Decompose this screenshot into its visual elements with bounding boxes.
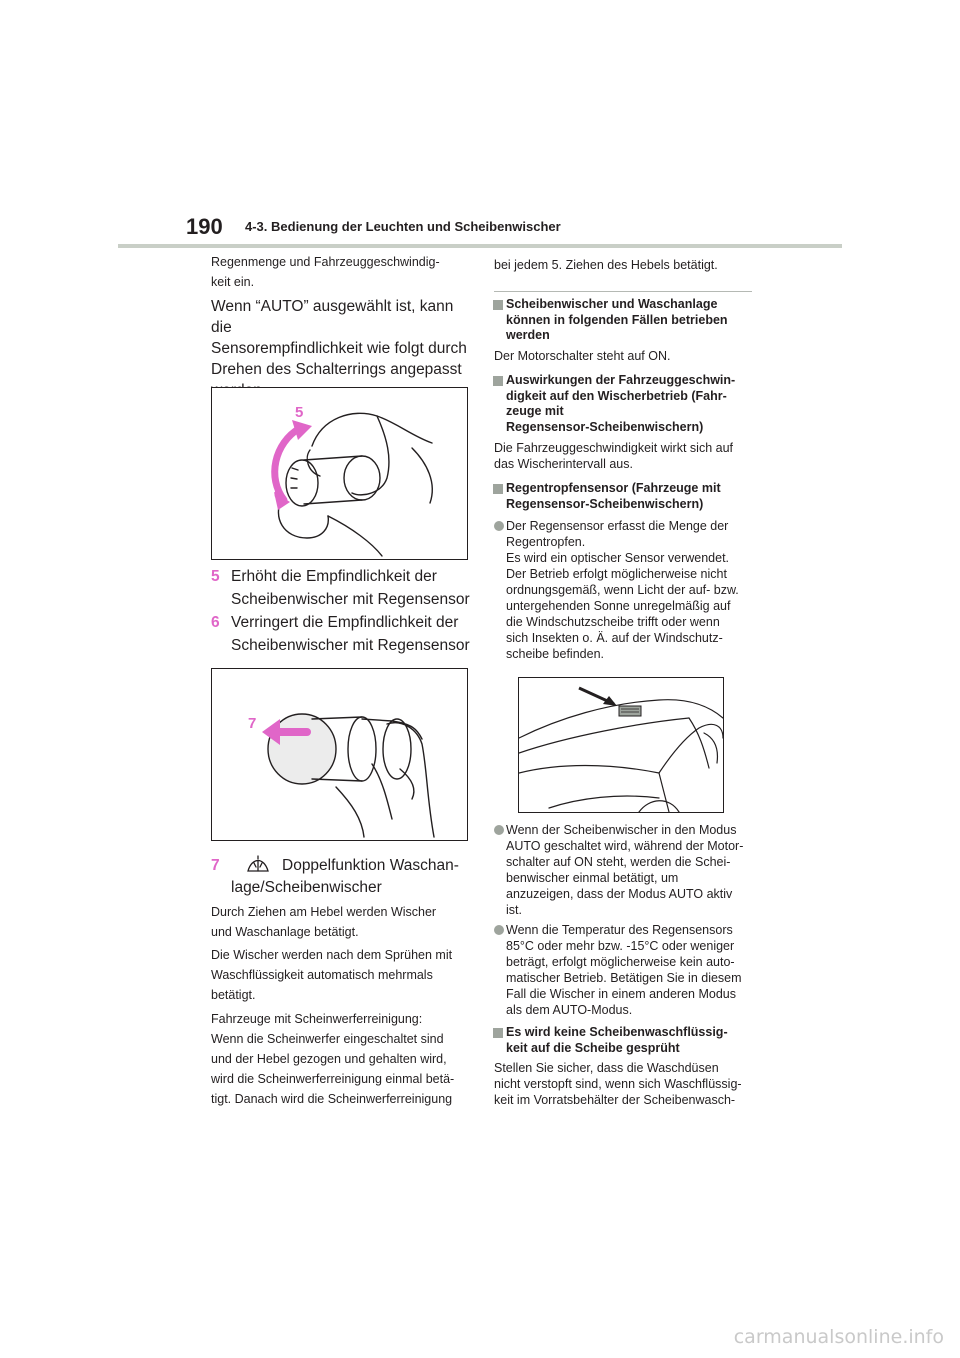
figure-label-7: 7: [248, 715, 257, 732]
bullet-auto-mode: Wenn der Scheibenwischer in den Modus AUTO geschaltet wird, während der Motor- schalter auf ON steht, werden die Schei- benwischer einmal betätigt, um anzuzeigen, dass der Modus AUTO aktiv ist.: [494, 822, 752, 918]
item-5-number: 5: [211, 568, 220, 585]
washer-icon: [246, 853, 270, 880]
bullet-dot: [494, 521, 504, 531]
figure-label-5: 5: [295, 404, 304, 421]
item-7-number: 7: [211, 857, 220, 874]
item-5-text: Erhöht die Empfindlichkeit der Scheibenwischer mit Regensensor: [231, 568, 470, 608]
item-6-text: Verringert die Empfindlichkeit der Scheibenwischer mit Regensensor: [231, 614, 470, 654]
watermark: carmanualsonline.info: [733, 1326, 944, 1348]
figure-sensitivity-ring: [211, 387, 468, 560]
page-number: 190: [186, 214, 223, 239]
square-marker: [493, 484, 503, 494]
figure-label-6: 6: [274, 486, 283, 503]
bullet-rain-sensor: Der Regensensor erfasst die Menge der Regentropfen. Es wird ein optischer Sensor verwendet. Der Betrieb erfolgt möglicherweise nicht ordnungsgemäß, wenn Licht der auf- bzw. untergehenden Sonne unregelmäßig auf die Windschutzscheibe trifft oder wenn sich Insekten o. Ä. auf der Windschutz- scheibe befinden.: [494, 518, 752, 662]
header-rule: [118, 244, 842, 248]
square-marker: [493, 1028, 503, 1038]
figure-washer-pull: [211, 668, 468, 841]
no-washer-fluid-text: Stellen Sie sicher, dass die Waschdüsen nicht verstopft sind, wenn sich Waschflüssig- keit im Vorratsbehälter der Scheibenwasch-: [494, 1061, 742, 1107]
square-marker: [493, 300, 503, 310]
item-7-text-line1: Doppelfunktion Waschan-: [282, 857, 459, 874]
square-marker: [493, 376, 503, 386]
intro-paragraph: Regenmenge und Fahrzeuggeschwindig- keit ein.: [211, 255, 440, 289]
figure-rain-sensor-location: [518, 677, 724, 813]
item-6-number: 6: [211, 614, 220, 631]
heading-rain-sensor: Regentropfensensor (Fahrzeuge mit Regensensor-Scheibenwischern): [494, 481, 752, 512]
spray-paragraph: Die Wischer werden nach dem Sprühen mit Waschflüssigkeit automatisch mehrmals betätigt.: [211, 948, 453, 1002]
section-title: 4-3. Bedienung der Leuchten und Scheibenwischer: [245, 219, 561, 234]
right-rule: [494, 291, 752, 292]
bullet-temperature: Wenn die Temperatur des Regensensors 85°C oder mehr bzw. -15°C oder weniger beträgt, erfolgt möglicherweise kein auto- matischer Betrieb. Betätigen Sie in diesem Fall die Wischer in einem anderen Modus als dem AUTO-Modus.: [494, 922, 752, 1018]
speed-effect-text: Die Fahrzeuggeschwindigkeit wirkt sich auf das Wischerintervall aus.: [494, 441, 733, 471]
windshield-illustration: [519, 678, 723, 812]
heading-no-washer-fluid: Es wird keine Scheibenwaschflüssig- keit auf die Scheibe gesprüht: [494, 1025, 752, 1056]
headlight-cleaner-paragraph: Fahrzeuge mit Scheinwerferreinigung: Wenn die Scheinwerfer eingeschaltet sind und der Hebel gezogen und gehalten wird, wird die Scheinwerferreinigung einmal betä- tigt. Danach wird die Scheinwerferreinigung: [211, 1012, 455, 1106]
heading-speed-effect: Auswirkungen der Fahrzeuggeschwin- digkeit auf den Wischerbetrieb (Fahr- zeuge mit Regensensor-Scheibenwischern): [494, 373, 752, 435]
item-7-text-line2: lage/Scheibenwischer: [231, 879, 382, 896]
lever-ring-illustration: [212, 388, 467, 559]
continuation-text: bei jedem 5. Ziehen des Hebels betätigt.: [494, 258, 718, 272]
pull-paragraph: Durch Ziehen am Hebel werden Wischer und Waschanlage betätigt.: [211, 905, 437, 939]
bullet-dot: [494, 825, 504, 835]
lever-pull-illustration: [212, 669, 467, 840]
operation-conditions-text: Der Motorschalter steht auf ON.: [494, 349, 671, 363]
heading-operation-conditions: Scheibenwischer und Waschanlage können in folgenden Fällen betrieben werden: [494, 297, 752, 344]
bullet-dot: [494, 925, 504, 935]
auto-paragraph: Wenn “AUTO” ausgewählt ist, kann die Sensorempfindlichkeit wie folgt durch Drehen des Schalterrings angepasst: [211, 298, 467, 378]
